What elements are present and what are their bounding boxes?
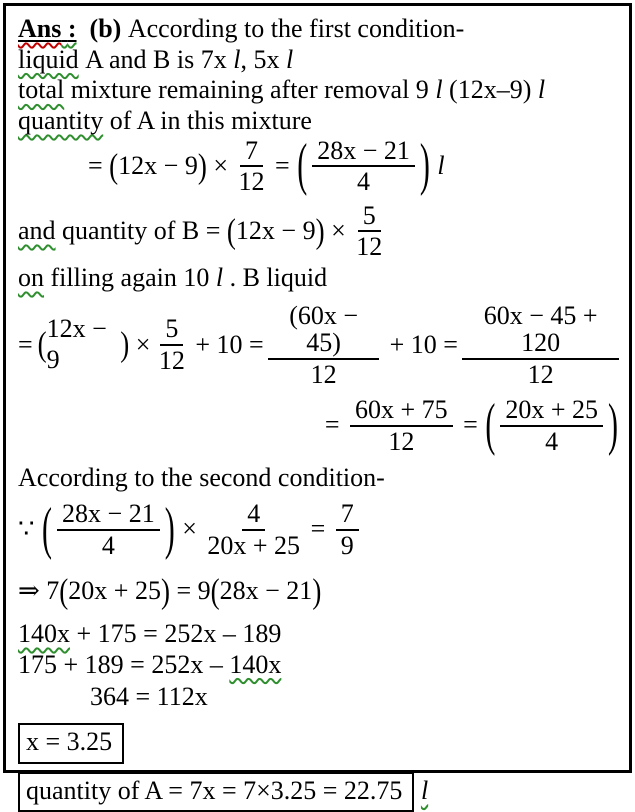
solution-document bbox=[3, 3, 632, 805]
result-box bbox=[18, 772, 414, 812]
text-run: l bbox=[435, 75, 443, 105]
fraction-numerator: 28x − 21 bbox=[312, 137, 415, 168]
result-box bbox=[18, 723, 124, 764]
fraction-denominator: 4 bbox=[101, 530, 115, 560]
fraction-denominator: 9 bbox=[340, 530, 354, 560]
paren: ) bbox=[120, 324, 130, 364]
text-run: of A in this mixture bbox=[103, 106, 312, 136]
text-run: x = 3.25 bbox=[26, 727, 113, 757]
text-run: total bbox=[18, 75, 65, 105]
fraction-denominator: 20x + 25 bbox=[207, 530, 301, 560]
text-run: quantity of B = bbox=[55, 215, 227, 245]
text-run: l bbox=[437, 150, 445, 180]
paren: ) bbox=[197, 146, 207, 186]
text-run: + 10 = bbox=[383, 329, 465, 359]
liquid-line bbox=[18, 45, 623, 76]
fraction-denominator: 12 bbox=[356, 232, 383, 262]
paren: ) bbox=[608, 392, 618, 457]
text-run: 12x − 9 bbox=[46, 314, 114, 374]
eq-a-quantity bbox=[18, 133, 623, 198]
underlined-text bbox=[61, 14, 76, 45]
fraction bbox=[350, 396, 453, 455]
text-run: . B liquid bbox=[223, 262, 328, 292]
fraction-numerator: 60x − 45 + 120 bbox=[462, 302, 619, 360]
text-run: on bbox=[18, 262, 44, 292]
eq-364 bbox=[18, 682, 623, 713]
text-run: (b) bbox=[89, 14, 122, 43]
text-run: (12x–9) bbox=[442, 75, 538, 105]
text-run: + 175 = 252x – 189 bbox=[70, 619, 282, 649]
paren: ( bbox=[210, 570, 220, 610]
text-run: ⇒ 7 bbox=[18, 575, 60, 605]
text-run: = bbox=[456, 410, 485, 440]
eq-b-quantity bbox=[18, 202, 623, 261]
result-quantity bbox=[18, 772, 623, 812]
text-run: 364 = 112x bbox=[90, 682, 208, 712]
text-run: = 9 bbox=[169, 575, 211, 605]
paren: ) bbox=[315, 211, 325, 251]
eq-b-filled bbox=[18, 302, 623, 389]
paren: ( bbox=[109, 146, 119, 186]
underlined-text bbox=[18, 14, 61, 45]
fraction bbox=[462, 302, 619, 389]
fraction-denominator: 4 bbox=[357, 167, 371, 197]
paren: ( bbox=[485, 392, 496, 457]
text-run: 12x − 9 bbox=[118, 150, 198, 180]
fraction bbox=[57, 500, 160, 559]
text-run: , 5x bbox=[240, 44, 286, 74]
text-run: 175 + 189 = 252x – bbox=[18, 649, 230, 679]
fraction bbox=[159, 315, 185, 374]
paren: ( bbox=[297, 133, 308, 198]
paren: ) bbox=[419, 133, 430, 198]
paren: ) bbox=[164, 496, 175, 561]
text-run: quantity bbox=[18, 106, 104, 136]
paren: ( bbox=[37, 324, 47, 364]
fraction-numerator: 20x + 25 bbox=[500, 396, 603, 427]
eq-expand bbox=[18, 619, 623, 650]
text-run: l bbox=[215, 262, 224, 292]
text-run: : bbox=[61, 14, 77, 43]
text-run: + 10 = bbox=[188, 329, 271, 359]
total-mixture-line bbox=[18, 75, 623, 106]
text-run: According to the second condition- bbox=[18, 463, 385, 493]
text-run: = bbox=[88, 150, 110, 180]
text-run: A and B is 7x bbox=[78, 44, 234, 74]
text-run: Ans bbox=[18, 14, 62, 43]
fraction-numerator: 28x − 21 bbox=[57, 500, 160, 531]
text-run: × bbox=[175, 514, 204, 544]
paren: ( bbox=[42, 496, 53, 561]
fraction-denominator: 12 bbox=[388, 426, 415, 456]
text-run: 140x bbox=[229, 649, 282, 679]
text-run: × bbox=[129, 329, 157, 359]
paren: ( bbox=[59, 570, 69, 610]
text-run: liquid bbox=[18, 44, 79, 74]
fraction-denominator: 12 bbox=[310, 359, 337, 389]
fraction bbox=[336, 500, 359, 559]
text-run: l bbox=[537, 75, 546, 105]
paren: ) bbox=[312, 570, 322, 610]
result-x bbox=[18, 723, 623, 764]
fraction bbox=[239, 137, 265, 196]
quantity-line bbox=[18, 106, 623, 137]
text-run: and bbox=[18, 215, 56, 245]
text-run: = bbox=[18, 329, 40, 359]
eq-b-simplified bbox=[18, 392, 623, 457]
text-run: = bbox=[304, 514, 332, 544]
fraction-denominator: 4 bbox=[545, 426, 559, 456]
fraction-numerator: 7 bbox=[336, 500, 359, 531]
fraction-numerator: 4 bbox=[242, 500, 265, 531]
text-run: 140x bbox=[18, 619, 70, 649]
eq-cross bbox=[18, 569, 623, 613]
fraction-numerator: 7 bbox=[240, 137, 263, 168]
fraction-numerator: 5 bbox=[160, 315, 183, 346]
text-run: = bbox=[268, 150, 297, 180]
fraction-denominator: 12 bbox=[527, 359, 554, 389]
text-run bbox=[77, 14, 90, 45]
text-run: 12x − 9 bbox=[235, 215, 316, 245]
text-run: l bbox=[233, 44, 241, 74]
fraction-denominator: 12 bbox=[158, 345, 185, 375]
fraction-numerator: (60x − 45) bbox=[268, 302, 379, 360]
text-run: quantity of A = 7x = 7×3.25 = 22.75 bbox=[26, 775, 403, 805]
second-condition-line bbox=[18, 463, 623, 494]
text-run: × bbox=[206, 150, 235, 180]
fraction-numerator: 5 bbox=[358, 202, 381, 233]
text-run: filling again 10 bbox=[44, 262, 216, 292]
eq-rearrange bbox=[18, 650, 623, 681]
fraction bbox=[500, 396, 603, 455]
text-run: ∵ bbox=[18, 514, 42, 544]
fraction bbox=[207, 500, 300, 559]
text-run: 28x − 21 bbox=[219, 575, 313, 605]
eq-ratio bbox=[18, 496, 623, 561]
paren: ) bbox=[160, 570, 170, 610]
text-run: According to the first condition- bbox=[121, 14, 465, 43]
fraction-numerator: 60x + 75 bbox=[350, 396, 453, 427]
text-run: l bbox=[285, 44, 294, 74]
text-run: mixture remaining after removal 9 bbox=[64, 75, 436, 105]
fraction-denominator: 12 bbox=[238, 167, 265, 197]
fraction bbox=[312, 137, 415, 196]
paren: ( bbox=[226, 211, 236, 251]
solution-lines bbox=[18, 14, 623, 812]
text-run: 20x + 25 bbox=[68, 575, 161, 605]
text-run: l bbox=[420, 775, 429, 805]
text-run: = bbox=[324, 410, 346, 440]
fraction bbox=[356, 202, 382, 261]
fraction bbox=[268, 302, 379, 389]
text-run: × bbox=[324, 215, 353, 245]
filling-line bbox=[18, 263, 623, 294]
ans-line bbox=[18, 14, 623, 45]
